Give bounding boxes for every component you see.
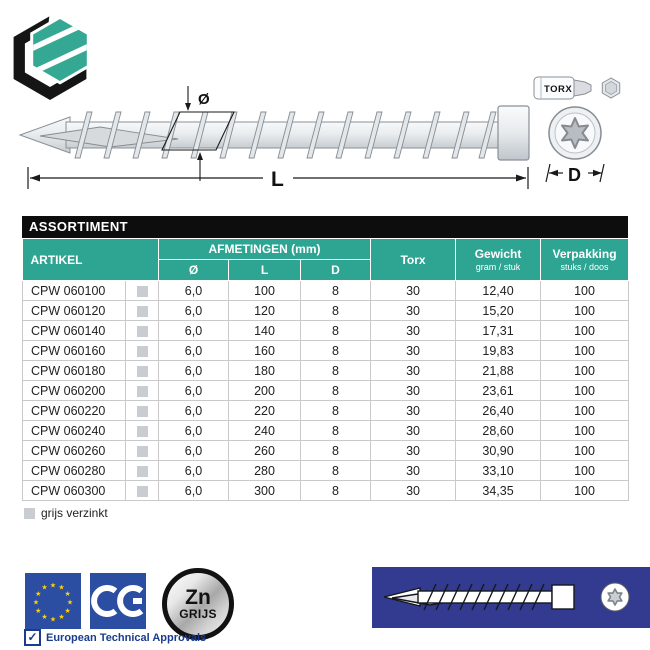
svg-text:★: ★: [32, 599, 40, 607]
cell-artikel: CPW 060280: [23, 461, 126, 481]
cell-gewicht: 33,10: [456, 461, 541, 481]
cell-artikel: CPW 060260: [23, 441, 126, 461]
finish-swatch: [137, 286, 148, 297]
header-length: L: [229, 260, 301, 281]
cell-swatch: [126, 341, 159, 361]
ce-mark: [90, 573, 146, 629]
product-photo-box: [372, 567, 650, 628]
cell-torx: 30: [371, 481, 456, 501]
table-row: [23, 481, 629, 501]
cell-torx: 30: [371, 461, 456, 481]
svg-text:★: ★: [35, 607, 42, 615]
cell-gewicht: 17,31: [456, 321, 541, 341]
svg-text:★: ★: [66, 599, 74, 607]
cell-verpakking: 100: [541, 441, 629, 461]
table-row: [23, 361, 629, 381]
cell-gewicht: 19,83: [456, 341, 541, 361]
header-verpakking-sub: stuks / doos: [560, 262, 609, 272]
cell-verpakking: 100: [541, 301, 629, 321]
cell-length: 160: [229, 341, 301, 361]
cell-d: 8: [301, 341, 371, 361]
photo-head: [552, 585, 574, 609]
legend-label: grijs verzinkt: [41, 506, 108, 520]
header-artikel: ARTIKEL: [23, 239, 159, 281]
cell-artikel: CPW 060200: [23, 381, 126, 401]
assortment-table: [22, 238, 629, 501]
cell-swatch: [126, 481, 159, 501]
cell-torx: 30: [371, 441, 456, 461]
cell-torx: 30: [371, 281, 456, 301]
cell-diameter: 6,0: [159, 321, 229, 341]
cell-d: 8: [301, 361, 371, 381]
table-row: [23, 341, 629, 361]
cell-gewicht: 15,20: [456, 301, 541, 321]
cell-gewicht: 30,90: [456, 441, 541, 461]
cell-length: 140: [229, 321, 301, 341]
cell-diameter: 6,0: [159, 421, 229, 441]
cell-artikel: CPW 060240: [23, 421, 126, 441]
cell-artikel: CPW 060120: [23, 301, 126, 321]
cell-diameter: 6,0: [159, 381, 229, 401]
cell-diameter: 6,0: [159, 441, 229, 461]
brand-logo: [8, 8, 100, 104]
assortment-section: [22, 216, 628, 520]
cell-d: 8: [301, 461, 371, 481]
cell-artikel: CPW 060220: [23, 401, 126, 421]
finish-swatch: [137, 306, 148, 317]
assortment-tbody: [23, 281, 629, 501]
cell-length: 280: [229, 461, 301, 481]
cell-gewicht: 12,40: [456, 281, 541, 301]
finish-legend: [22, 506, 628, 520]
cell-torx: 30: [371, 301, 456, 321]
finish-swatch: [137, 426, 148, 437]
cell-swatch: [126, 361, 159, 381]
screw-side-view: [20, 106, 529, 160]
svg-text:★: ★: [49, 582, 57, 590]
svg-text:★: ★: [41, 614, 48, 622]
svg-text:★: ★: [64, 590, 71, 598]
cell-length: 260: [229, 441, 301, 461]
cell-verpakking: 100: [541, 401, 629, 421]
svg-text:★: ★: [58, 584, 65, 592]
zn-label: Zn: [185, 585, 211, 609]
table-row: [23, 461, 629, 481]
cell-length: 300: [229, 481, 301, 501]
product-screw-photo: [372, 567, 650, 628]
cell-verpakking: 100: [541, 421, 629, 441]
svg-text:★: ★: [41, 584, 48, 592]
eta-label: European Technical Approvals: [46, 631, 207, 644]
finish-swatch: [137, 446, 148, 457]
table-title-bar: ASSORTIMENT: [22, 216, 628, 238]
cell-d: 8: [301, 301, 371, 321]
table-row: [23, 301, 629, 321]
head-diameter-label: D: [568, 165, 581, 185]
cell-length: 120: [229, 301, 301, 321]
cell-artikel: CPW 060160: [23, 341, 126, 361]
screw-head-side: [498, 106, 529, 160]
cell-swatch: [126, 401, 159, 421]
svg-text:★: ★: [64, 607, 71, 615]
cell-verpakking: 100: [541, 321, 629, 341]
cell-torx: 30: [371, 381, 456, 401]
header-verpakking: [541, 239, 629, 281]
cell-verpakking: 100: [541, 281, 629, 301]
finish-swatch: [137, 386, 148, 397]
table-row: [23, 401, 629, 421]
cell-artikel: CPW 060180: [23, 361, 126, 381]
checkmark-icon: ✓: [24, 629, 41, 646]
table-row: [23, 321, 629, 341]
header-diameter: Ø: [159, 260, 229, 281]
cell-length: 180: [229, 361, 301, 381]
table-row: [23, 421, 629, 441]
header-verpakking-label: Verpakking: [552, 247, 617, 261]
length-label: L: [271, 168, 284, 191]
table-header: [23, 239, 629, 281]
header-gewicht-sub: gram / stuk: [475, 262, 521, 272]
cell-torx: 30: [371, 341, 456, 361]
cell-swatch: [126, 461, 159, 481]
header-gewicht: [456, 239, 541, 281]
cell-verpakking: 100: [541, 381, 629, 401]
cell-verpakking: 100: [541, 341, 629, 361]
finish-swatch: [137, 346, 148, 357]
cell-diameter: 6,0: [159, 301, 229, 321]
cell-verpakking: 100: [541, 461, 629, 481]
cell-d: 8: [301, 441, 371, 461]
table-row: [23, 441, 629, 461]
cell-swatch: [126, 301, 159, 321]
cell-swatch: [126, 441, 159, 461]
finish-swatch: [137, 466, 148, 477]
legend-swatch: [24, 508, 35, 519]
cell-verpakking: 100: [541, 481, 629, 501]
eta-approval: [24, 629, 206, 646]
finish-swatch: [137, 366, 148, 377]
diameter-label: Ø: [198, 91, 210, 108]
cell-gewicht: 28,60: [456, 421, 541, 441]
cell-diameter: 6,0: [159, 341, 229, 361]
cell-torx: 30: [371, 361, 456, 381]
cell-d: 8: [301, 381, 371, 401]
cell-swatch: [126, 281, 159, 301]
header-torx: Torx: [371, 239, 456, 281]
hex-nut-icon: [602, 78, 619, 98]
cell-swatch: [126, 321, 159, 341]
cell-artikel: CPW 060140: [23, 321, 126, 341]
cell-length: 200: [229, 381, 301, 401]
cell-d: 8: [301, 421, 371, 441]
cell-torx: 30: [371, 321, 456, 341]
grijs-label: GRIJS: [179, 606, 217, 621]
cell-verpakking: 100: [541, 361, 629, 381]
cell-d: 8: [301, 401, 371, 421]
cell-artikel: CPW 060300: [23, 481, 126, 501]
torx-bit-label: TORX: [544, 84, 573, 95]
header-d: D: [301, 260, 371, 281]
cell-diameter: 6,0: [159, 401, 229, 421]
header-gewicht-label: Gewicht: [474, 247, 522, 261]
screw-head-top-view: [549, 107, 601, 159]
cell-diameter: 6,0: [159, 461, 229, 481]
cell-d: 8: [301, 281, 371, 301]
eu-flag: [25, 573, 81, 629]
finish-swatch: [137, 406, 148, 417]
cell-diameter: 6,0: [159, 281, 229, 301]
finish-swatch: [137, 326, 148, 337]
cell-d: 8: [301, 481, 371, 501]
header-afmetingen-group: AFMETINGEN (mm): [159, 239, 371, 260]
cell-artikel: CPW 060100: [23, 281, 126, 301]
cell-gewicht: 26,40: [456, 401, 541, 421]
cell-d: 8: [301, 321, 371, 341]
cell-torx: 30: [371, 401, 456, 421]
cell-diameter: 6,0: [159, 361, 229, 381]
cell-length: 100: [229, 281, 301, 301]
cell-swatch: [126, 381, 159, 401]
finish-swatch: [137, 486, 148, 497]
svg-text:★: ★: [49, 616, 57, 624]
cell-length: 240: [229, 421, 301, 441]
cell-diameter: 6,0: [159, 481, 229, 501]
cell-swatch: [126, 421, 159, 441]
svg-text:★: ★: [58, 614, 65, 622]
cell-length: 220: [229, 401, 301, 421]
cell-gewicht: 21,88: [456, 361, 541, 381]
cell-gewicht: 34,35: [456, 481, 541, 501]
table-row: [23, 381, 629, 401]
cell-torx: 30: [371, 421, 456, 441]
svg-text:★: ★: [35, 590, 42, 598]
cell-gewicht: 23,61: [456, 381, 541, 401]
table-row: [23, 281, 629, 301]
